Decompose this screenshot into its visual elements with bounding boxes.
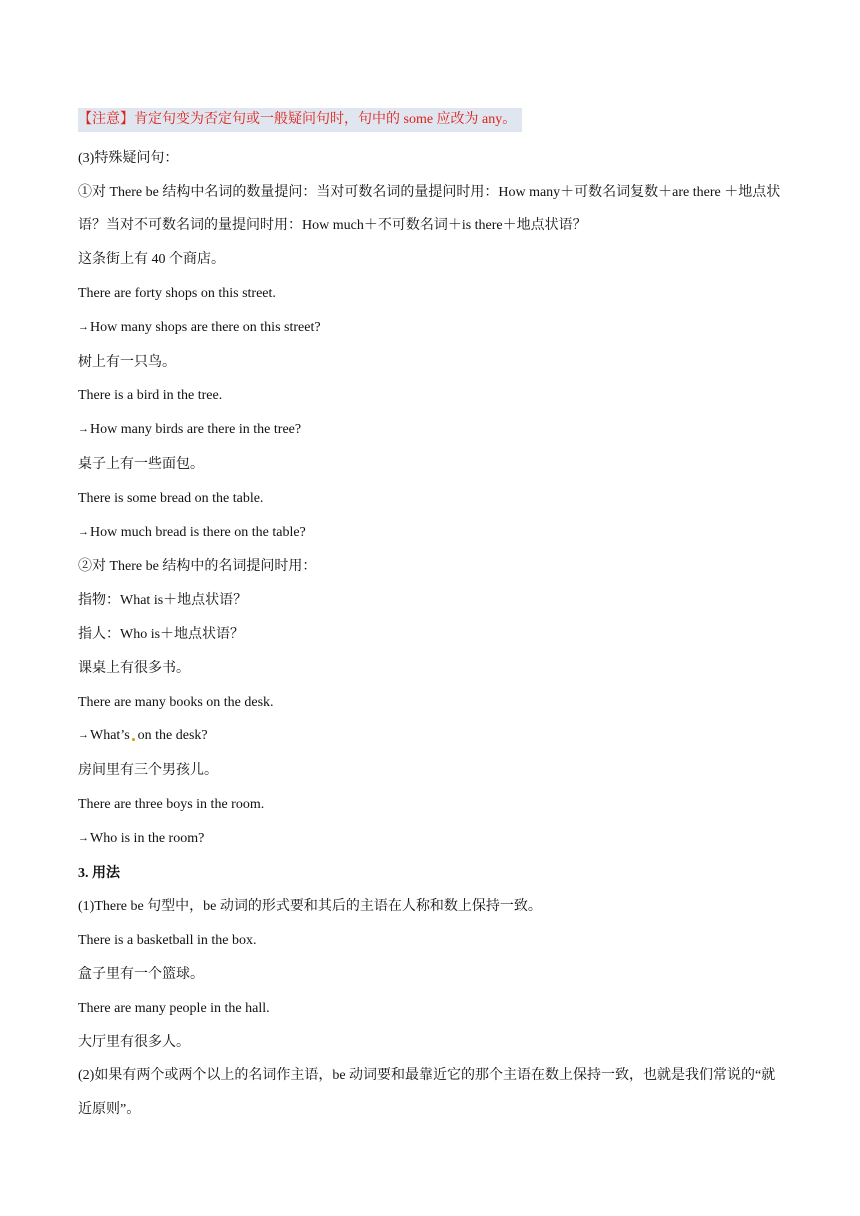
example-4-question-part-b: on the desk? bbox=[137, 728, 208, 744]
arrow-icon: → bbox=[78, 831, 89, 844]
example-5-question bbox=[78, 822, 786, 857]
example-3-english: There is some bread on the table. bbox=[78, 490, 264, 506]
document-content bbox=[78, 103, 786, 1127]
note-line bbox=[78, 103, 786, 137]
usage-rule-2: (2)如果有两个或两个以上的名词作主语，be 动词要和最靠近它的那个主语在数上保持一致，也就是我们常说的“就近原则”。 bbox=[78, 1068, 776, 1118]
example-2-chinese: 树上有一只鸟。 bbox=[78, 354, 176, 370]
dot-marker-icon bbox=[132, 738, 135, 741]
arrow-icon: → bbox=[78, 525, 89, 538]
example-4-english: There are many books on the desk. bbox=[78, 694, 274, 710]
example-1-english: There are forty shops on this street. bbox=[78, 285, 276, 301]
example-3-chinese: 桌子上有一些面包。 bbox=[78, 456, 204, 472]
example-3-question bbox=[78, 516, 786, 551]
special-question-heading: (3)特殊疑问句： bbox=[78, 150, 179, 166]
quantity-rule: ①对 There be 结构中名词的数量提问：当对可数名词的量提问时用：How many＋可数名词复数＋are there ＋地点状语？当对不可数名词的量提问时用：How much＋不可数名词＋is there＋地点状语？ bbox=[78, 184, 781, 234]
example-4-question-part-a: What’s bbox=[90, 728, 130, 744]
example-2-english: There is a bird in the tree. bbox=[78, 388, 223, 404]
example-1-question bbox=[78, 311, 786, 346]
example-2-question bbox=[78, 413, 786, 448]
example-4-question bbox=[78, 719, 786, 754]
usage-heading: 3. 用法 bbox=[78, 865, 120, 881]
example-4-chinese: 课桌上有很多书。 bbox=[78, 660, 190, 676]
arrow-icon: → bbox=[78, 320, 89, 333]
example-1-question-text: How many shops are there on this street? bbox=[90, 319, 321, 335]
example-5-chinese: 房间里有三个男孩儿。 bbox=[78, 763, 218, 779]
example-1-chinese: 这条街上有 40 个商店。 bbox=[78, 252, 225, 268]
example-3-question-text: How much bread is there on the table? bbox=[90, 524, 306, 540]
example-2-question-text: How many birds are there in the tree? bbox=[90, 422, 302, 438]
person-rule: 指人：Who is＋地点状语？ bbox=[78, 626, 245, 642]
noun-rule: ②对 There be 结构中的名词提问时用： bbox=[78, 559, 317, 575]
usage-rule-1: (1)There be 句型中，be 动词的形式要和其后的主语在人称和数上保持一致。 bbox=[78, 899, 542, 915]
usage-example-2-english: There are many people in the hall. bbox=[78, 1000, 270, 1016]
thing-rule: 指物：What is＋地点状语？ bbox=[78, 593, 248, 609]
usage-example-2-chinese: 大厅里有很多人。 bbox=[78, 1034, 190, 1050]
usage-example-1-english: There is a basketball in the box. bbox=[78, 933, 257, 949]
arrow-icon: → bbox=[78, 423, 89, 436]
example-5-english: There are three boys in the room. bbox=[78, 796, 265, 812]
example-5-question-text: Who is in the room? bbox=[90, 830, 205, 846]
usage-example-1-chinese: 盒子里有一个篮球。 bbox=[78, 966, 204, 982]
note-highlight: 【注意】肯定句变为否定句或一般疑问句时，句中的 some 应改为 any。 bbox=[78, 108, 522, 132]
arrow-icon: → bbox=[78, 729, 89, 742]
